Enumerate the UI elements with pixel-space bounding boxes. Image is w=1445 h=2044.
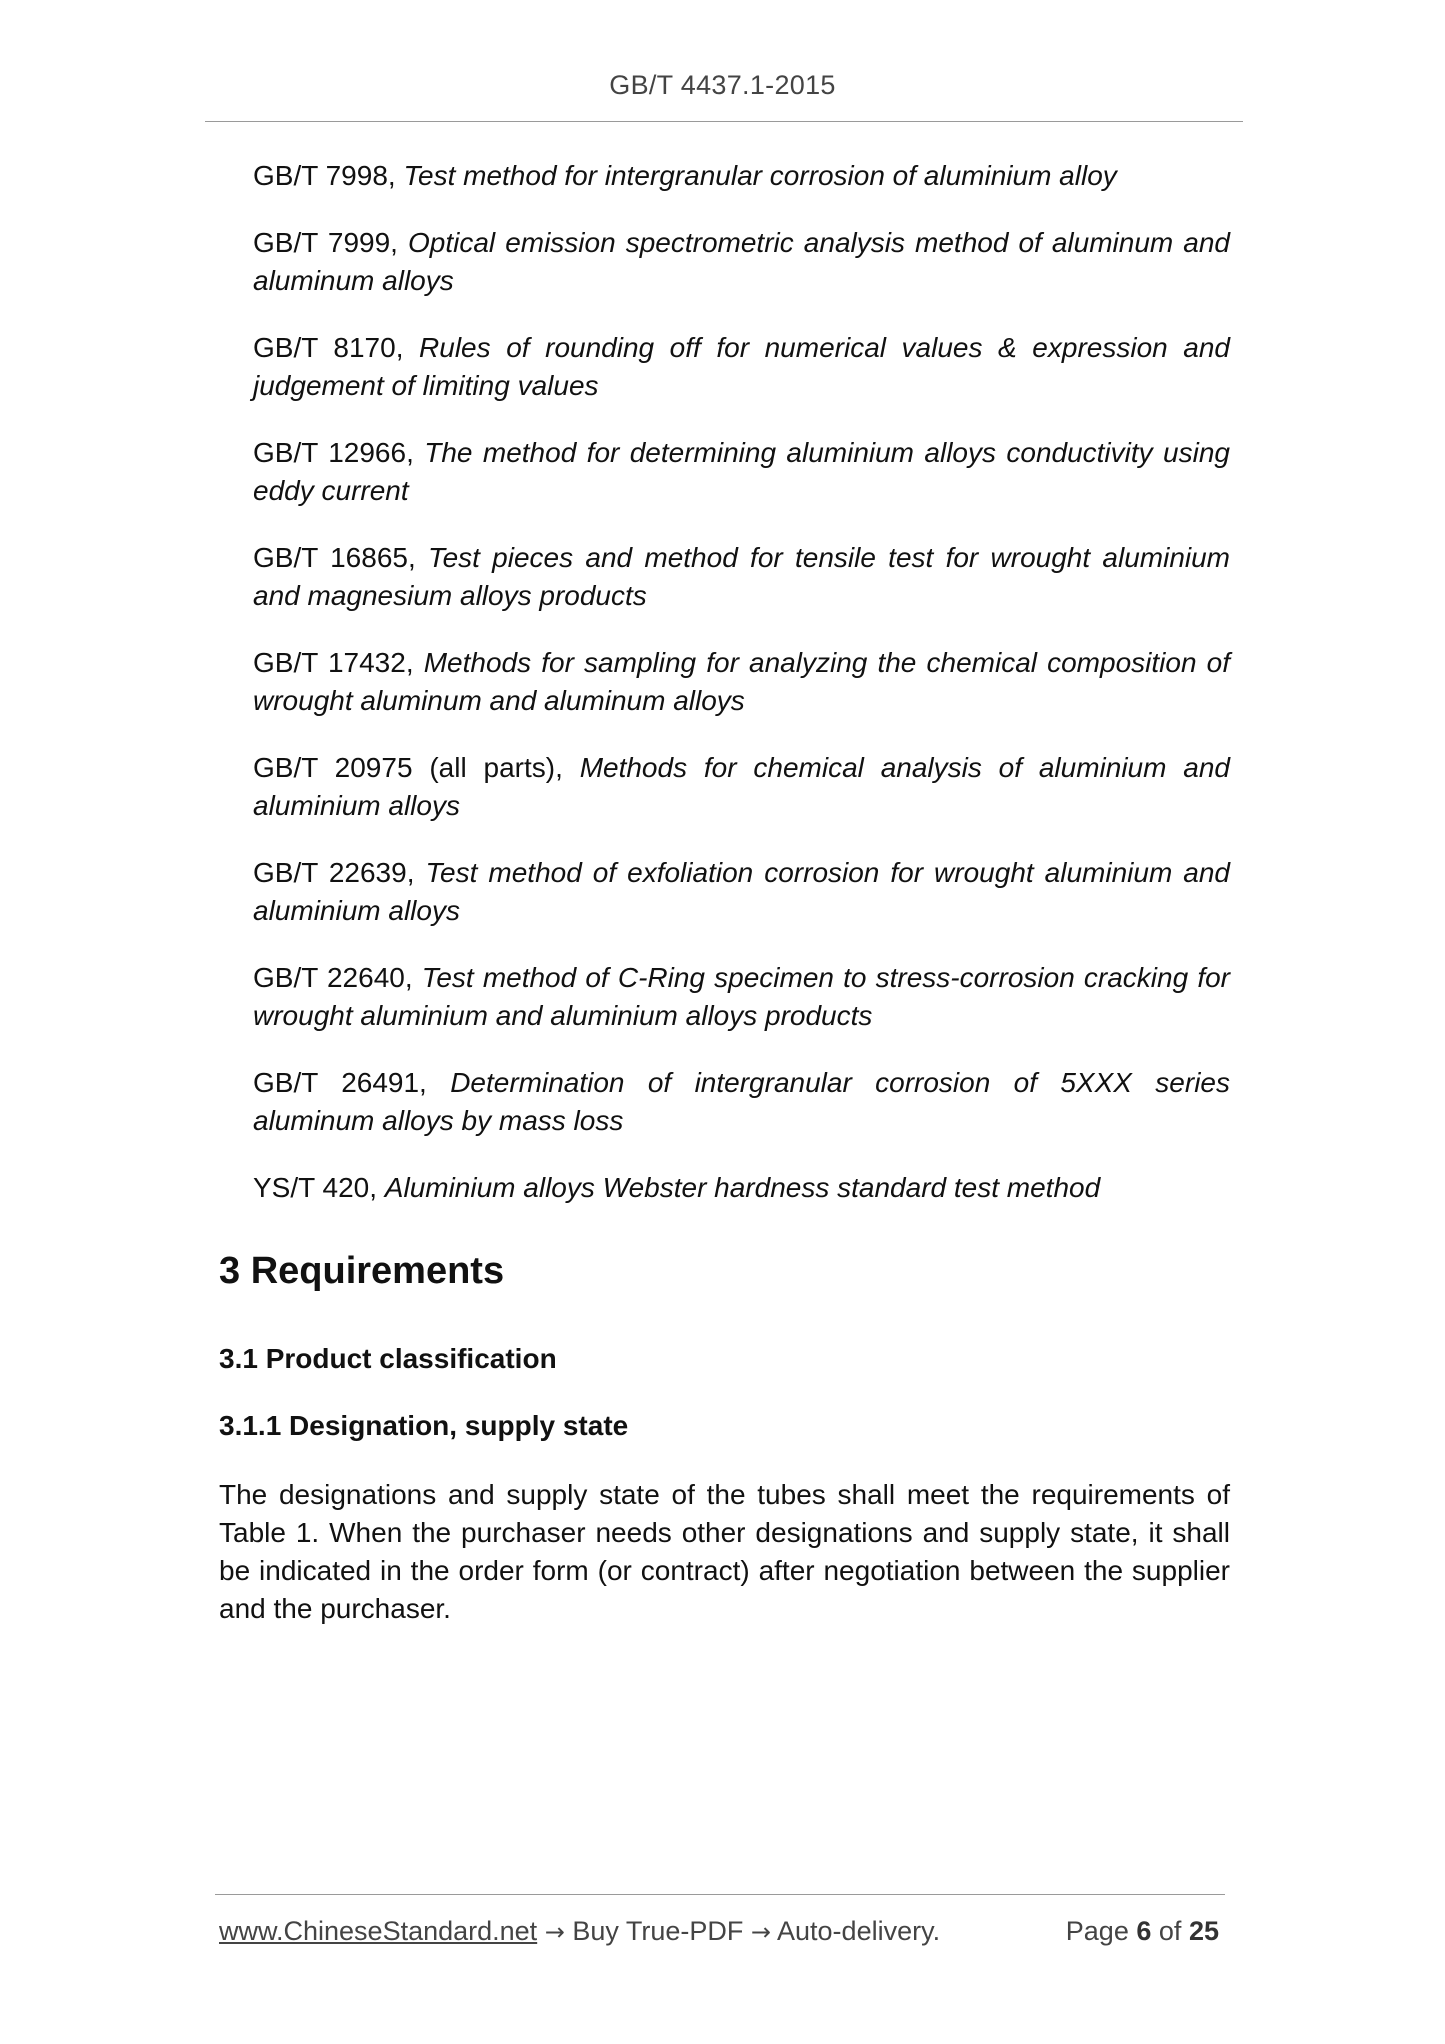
subsection-heading: 3.1 Product classification — [219, 1343, 557, 1374]
reference-title: Optical emission spectrometric analysis method of aluminum and aluminum alloys — [253, 227, 1230, 296]
page-current: 6 — [1136, 1916, 1152, 1946]
reference-title: Methods for chemical analysis of aluminium and aluminium alloys — [253, 752, 1230, 821]
reference-title: Methods for sampling for analyzing the chemical composition of wrought aluminum and aluminum alloys — [253, 647, 1230, 716]
reference-title: Test method for intergranular corrosion of aluminium alloy — [403, 160, 1117, 191]
buy-text: Buy True-PDF — [572, 1916, 744, 1946]
reference-item — [253, 959, 1230, 1035]
reference-item — [253, 749, 1230, 825]
header-divider — [205, 121, 1243, 122]
reference-title: Test pieces and method for tensile test for wrought aluminium and magnesium alloys products — [253, 542, 1231, 611]
section-heading: 3 Requirements — [219, 1250, 505, 1292]
reference-title: Test method of exfoliation corrosion for wrought aluminium and aluminium alloys — [253, 857, 1230, 926]
website-link[interactable]: www.ChineseStandard.net — [219, 1916, 538, 1946]
footer-divider — [215, 1894, 1225, 1895]
body-paragraph: The designations and supply state of the tubes shall meet the requirements of Table 1. When the purchaser needs other designations and supply state, it shall be indicated in the order form (or contract) after negotiation between the supplier and the purchaser. — [219, 1479, 1230, 1624]
arrow-right-icon: → — [750, 1918, 771, 1946]
reference-code: GB/T 7999, — [253, 227, 398, 258]
reference-code: GB/T 22639, — [253, 857, 415, 888]
running-header: GB/T 4437.1-2015 — [609, 70, 836, 100]
reference-item — [253, 329, 1230, 405]
subsubsection-heading: 3.1.1 Designation, supply state — [219, 1410, 629, 1441]
reference-item — [253, 644, 1230, 720]
page-total: 25 — [1188, 1916, 1219, 1946]
reference-code: GB/T 26491, — [253, 1067, 427, 1098]
reference-item — [253, 539, 1230, 615]
reference-code: GB/T 7998, — [253, 160, 396, 191]
page-label: Page — [1065, 1916, 1129, 1946]
reference-title: The method for determining aluminium alloys conductivity using eddy current — [253, 437, 1230, 506]
normative-references-list — [253, 157, 1230, 1236]
reference-title: Test method of C-Ring specimen to stress-corrosion cracking for wrought aluminium and aluminium alloys products — [253, 962, 1230, 1031]
reference-code: GB/T 8170, — [253, 332, 404, 363]
reference-title: Determination of intergranular corrosion of 5XXX series aluminum alloys by mass loss — [253, 1067, 1230, 1136]
page-number — [1066, 1916, 1219, 1947]
reference-title: Rules of rounding off for numerical values & expression and judgement of limiting values — [253, 332, 1230, 401]
page-footer — [219, 1916, 1219, 1947]
reference-item — [253, 434, 1230, 510]
reference-code: YS/T 420, — [253, 1172, 378, 1203]
reference-code: GB/T 12966, — [253, 437, 414, 468]
arrow-right-icon: → — [544, 1918, 565, 1946]
page-of: of — [1158, 1916, 1182, 1946]
reference-item — [253, 1169, 1230, 1207]
delivery-text: Auto-delivery. — [777, 1916, 941, 1946]
reference-code: GB/T 16865, — [253, 542, 416, 573]
reference-item — [253, 224, 1230, 300]
reference-item — [253, 1064, 1230, 1140]
reference-item — [253, 854, 1230, 930]
reference-code: GB/T 17432, — [253, 647, 414, 678]
reference-item — [253, 157, 1230, 195]
reference-code: GB/T 22640, — [253, 962, 413, 993]
reference-code: GB/T 20975 (all parts), — [253, 752, 563, 783]
reference-title: Aluminium alloys Webster hardness standard test method — [384, 1172, 1101, 1203]
